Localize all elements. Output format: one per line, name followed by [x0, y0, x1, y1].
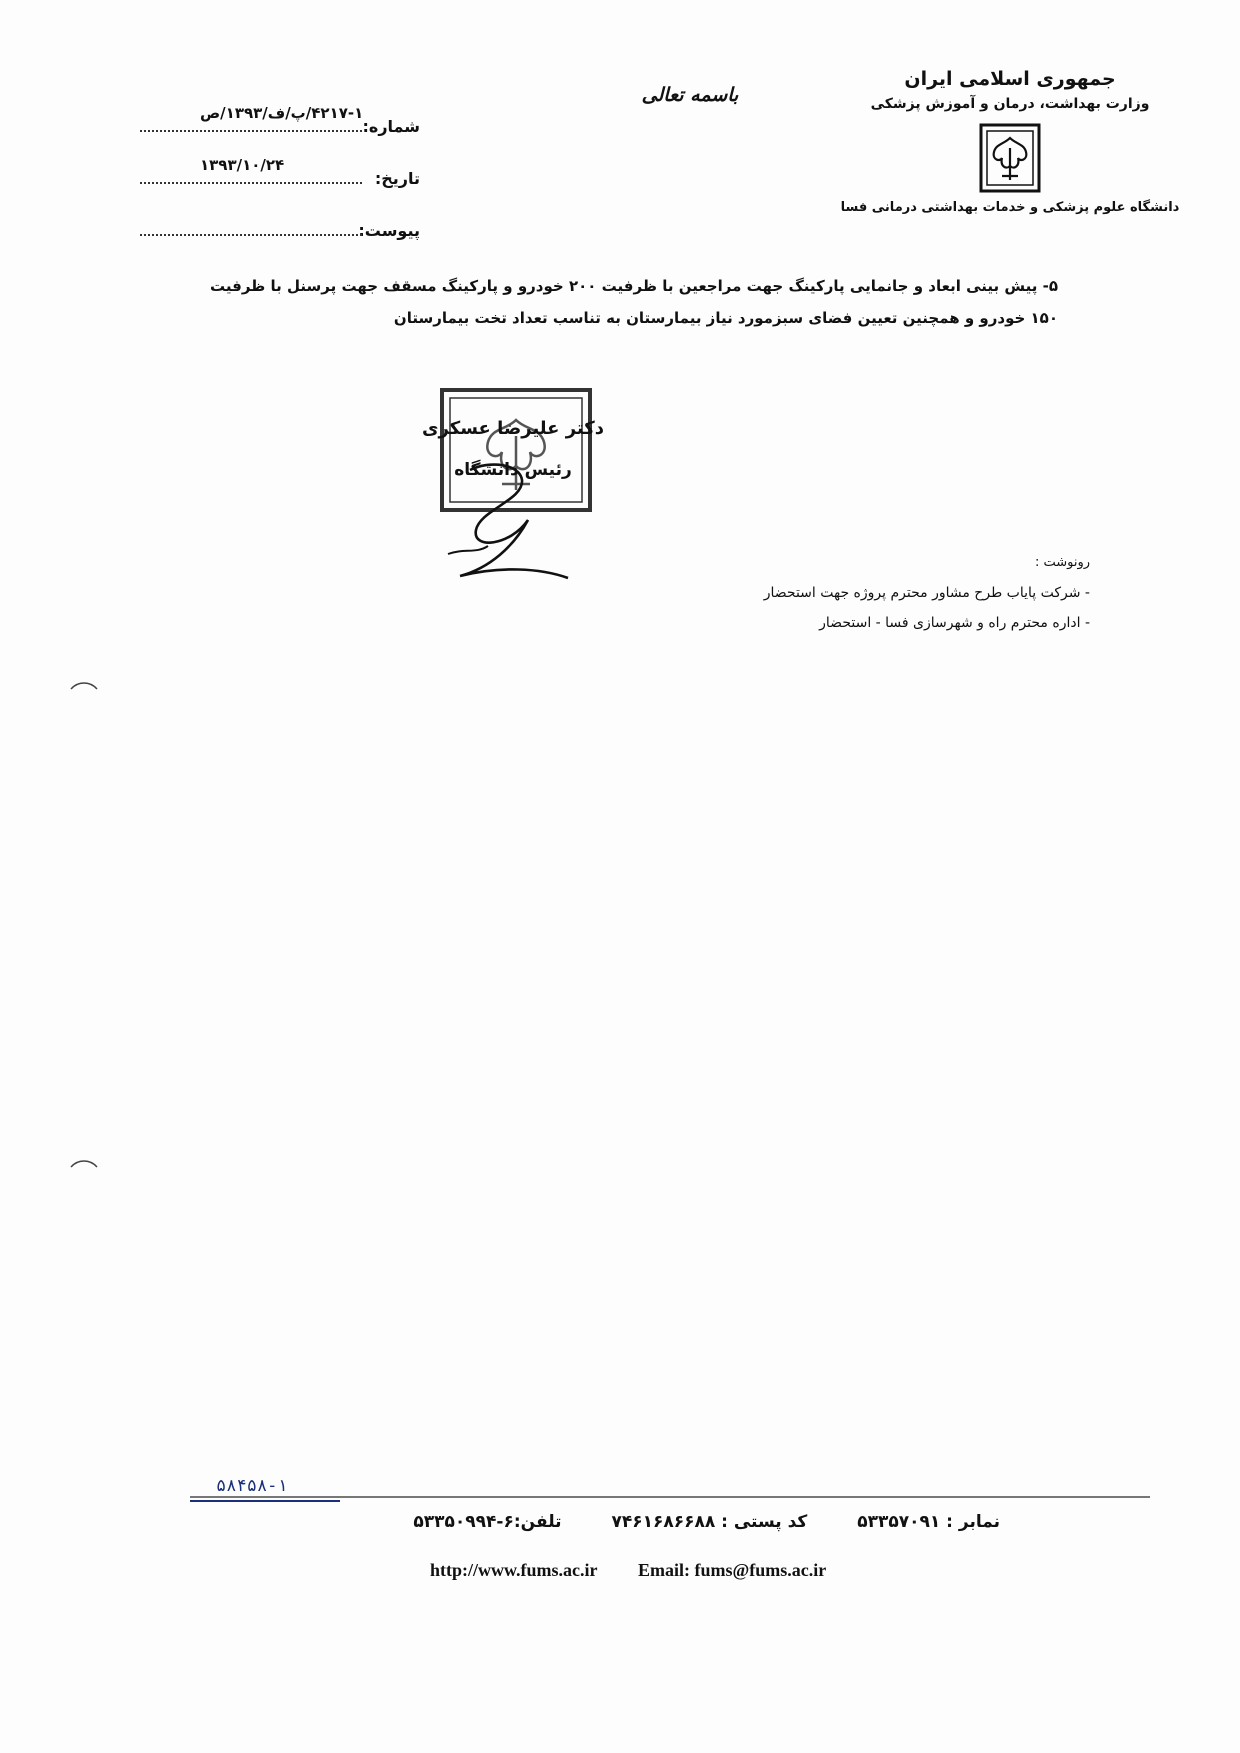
university-name: دانشگاه علوم پزشکی و خدمات بهداشتی درمانی فسا — [840, 200, 1180, 215]
institution-header — [840, 68, 1180, 215]
university-logo-icon — [978, 122, 1042, 194]
number-row — [140, 92, 420, 144]
dotted-line — [140, 182, 362, 184]
ministry-title: وزارت بهداشت، درمان و آموزش پزشکی — [870, 96, 1150, 112]
handwritten-signature — [430, 450, 580, 590]
signatory-name: دکتر علیرضا عسکری — [422, 418, 604, 439]
letter-meta — [140, 92, 420, 248]
attachment-row — [140, 196, 420, 248]
attachment-label: پیوست: — [358, 221, 420, 240]
fax-number: نمابر : ۵۳۳۵۷۰۹۱ — [857, 1512, 1000, 1532]
letter-number: ۴۲۱۷-۱/پ/ف/۱۳۹۳/ص — [200, 104, 364, 122]
bismillah-heading: باسمه تعالی — [641, 84, 739, 106]
email-address[interactable]: Email: fums@fums.ac.ir — [638, 1560, 827, 1580]
phone-number: تلفن:۶-۵۳۳۵۰۹۹۴ — [413, 1512, 562, 1532]
postal-code: کد پستی : ۷۴۶۱۶۸۶۶۸۸ — [611, 1512, 808, 1532]
date-row — [140, 144, 420, 196]
letter-date: ۱۳۹۳/۱۰/۲۴ — [200, 156, 285, 174]
cc-label: رونوشت : — [1034, 555, 1090, 570]
website-link[interactable]: http://www.fums.ac.ir — [430, 1560, 598, 1580]
cc-list — [700, 548, 1090, 638]
punch-hole-mark — [70, 680, 98, 690]
cc-item: - شرکت پایاب طرح مشاور محترم پروژه جهت استحضار — [763, 585, 1090, 601]
date-label: تاریخ: — [374, 169, 420, 188]
signatory-title: رئیس دانشگاه — [454, 460, 572, 480]
footer-divider — [190, 1496, 1150, 1498]
handwritten-underline — [190, 1500, 340, 1502]
handwritten-reference: ۵۸۴۵۸-۱ — [216, 1476, 288, 1496]
punch-hole-mark — [70, 1158, 98, 1168]
letter-body — [210, 270, 1058, 334]
body-paragraph: ۵- پیش بینی ابعاد و جانمایی پارکینگ جهت مراجعین با ظرفیت ۲۰۰ خودرو و پارکینگ مسقف جهت پرسنل با ظرفیت ۱۵۰ خودرو و همچنین تعیین فضای سبزمورد نیاز بیمارستان به تناسب تعداد تخت بیمارستان — [210, 277, 1058, 327]
dotted-line — [140, 234, 362, 236]
number-label: شماره: — [362, 117, 420, 136]
cc-item: - اداره محترم راه و شهرسازی فسا - استحضار — [819, 615, 1090, 631]
republic-title: جمهوری اسلامی ایران — [904, 68, 1116, 90]
dotted-line — [140, 130, 362, 132]
contact-info — [300, 1512, 1000, 1532]
web-contact — [430, 1560, 930, 1581]
